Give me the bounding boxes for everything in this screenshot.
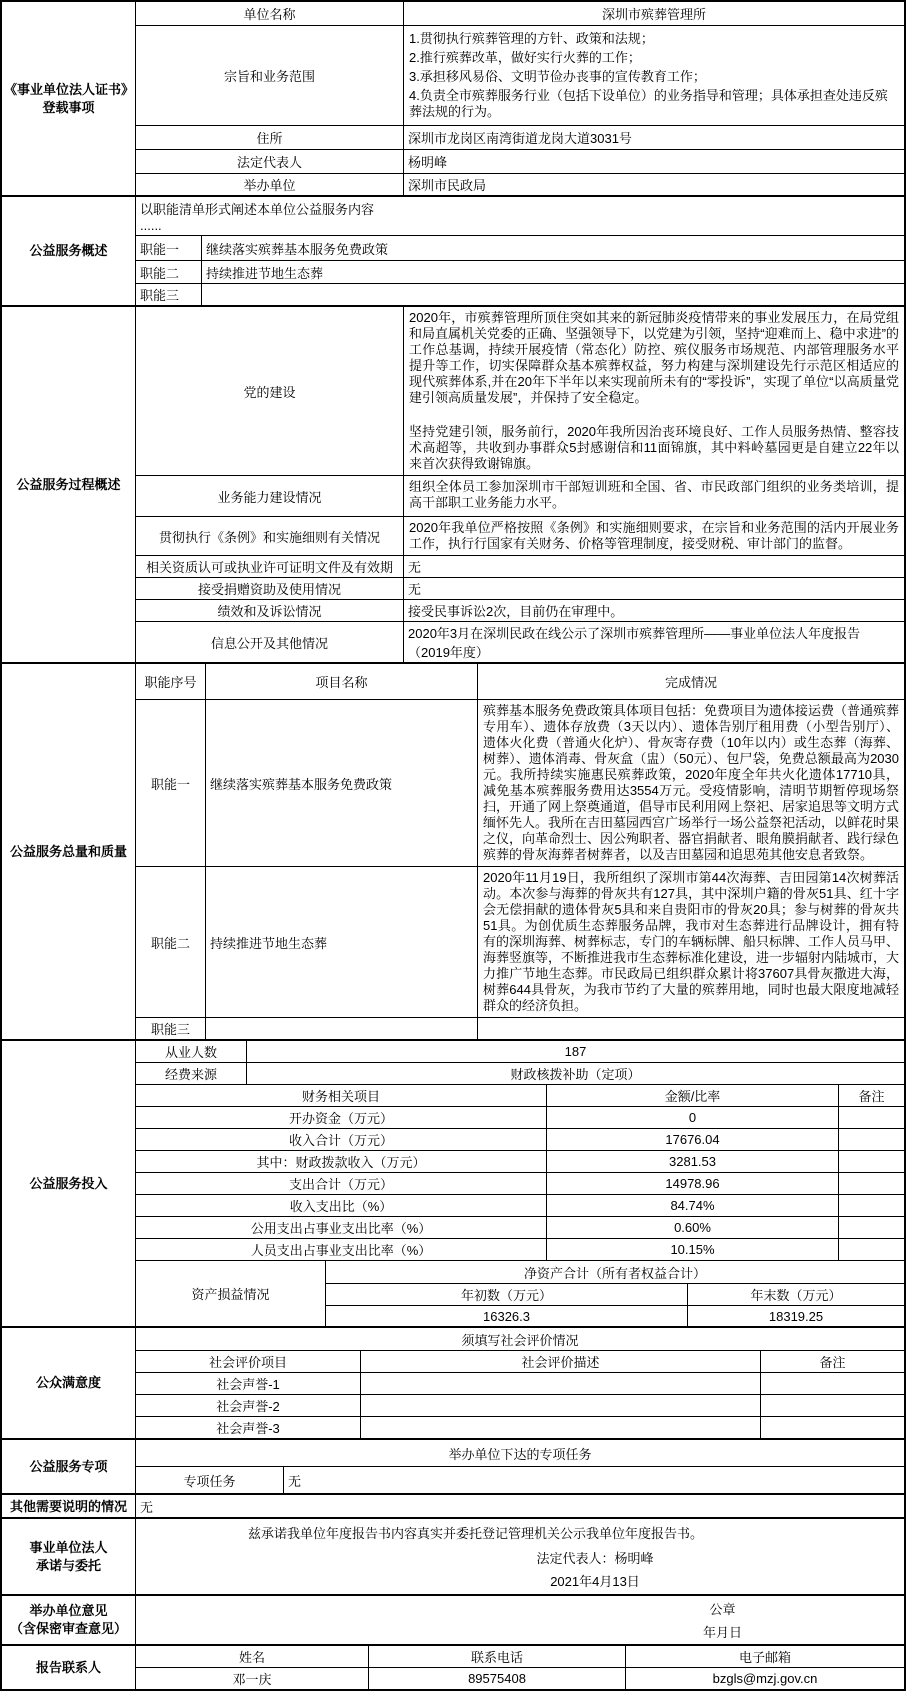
fin-row-income-note [838,1129,904,1150]
function-1-value: 继续落实殡葬基本服务免费政策 [201,236,904,260]
service-overview-ellipsis: ...... [140,218,162,233]
qq-row-3-status [477,1018,904,1039]
fin-row-appropriation-amount: 3281.53 [546,1151,838,1172]
fin-row-expense [136,1172,904,1194]
performance-row [136,599,904,621]
legal-rep-value: 杨明峰 [403,150,904,173]
organizer-label: 举办单位 [243,178,296,193]
qualification-label: 相关资质认可或执业许可证明文件及有效期 [145,560,393,575]
fin-header-amount: 金额/比率 [546,1085,838,1106]
regulation-row [136,516,904,555]
fin-row-expense-amount: 14978.96 [546,1173,838,1194]
section-public-satisfaction-body [135,1328,904,1438]
assets-label: 资产损益情况 [191,1287,270,1302]
legal-rep-row [136,149,904,173]
section-process-overview [2,305,904,662]
qq-row-1-name: 继续落实殡葬基本服务免费政策 [205,700,477,866]
qq-row-1-seq: 职能一 [150,776,190,792]
section-process-overview-label: 公益服务过程概述 [16,476,121,492]
organizer-date-line: 年月日 [702,1625,742,1640]
special-task-row [136,1466,904,1493]
fin-row-income-amount: 17676.04 [546,1129,838,1150]
fin-row-expense-note [838,1173,904,1194]
satisfaction-note: 须填写社会评价情况 [461,1332,579,1348]
section-quantity-quality-label: 公益服务总量和质量 [9,843,127,859]
function-row-3 [136,283,904,305]
qq-row-1 [136,699,904,866]
function-2-value: 持续推进节地生态葬 [201,261,904,283]
function-row-2 [136,260,904,283]
section-service-input-body [135,1041,904,1326]
funding-row [136,1062,904,1084]
qq-header-status: 完成情况 [477,664,904,699]
commitment-statement: 兹承诺我单位年度报告书内容真实并委托登记管理机关公示我单位年度报告书。 [248,1526,704,1541]
qq-row-3-name [205,1018,477,1039]
section-service-input-label: 公益服务投入 [29,1175,108,1191]
address-value: 深圳市龙岗区南湾街道龙岗大道3031号 [403,126,904,149]
donation-value: 无 [403,578,904,599]
qualification-row [136,555,904,577]
section-special-service-body [135,1440,904,1493]
fin-row-public-ratio [136,1216,904,1238]
section-certificate-body [135,2,904,195]
contact-header-name: 姓名 [238,1650,265,1665]
section-service-overview-label: 公益服务概述 [29,243,108,258]
organizer-row [136,173,904,195]
assets-row [136,1260,904,1326]
assets-net-label: 净资产合计（所有者权益合计） [523,1265,706,1281]
section-other-notes-body [135,1495,904,1517]
organizer-value: 深圳市民政局 [403,174,904,195]
satisfaction-note-row [136,1328,904,1350]
disclosure-row [136,621,904,662]
legal-rep-label: 法定代表人 [236,155,302,170]
scope-item-4: 4.负责全市殡葬服务行业（包括下设单位）的业务指导和管理；具体承担查处违反殡葬法规的行为。 [409,88,888,119]
contact-name: 邓一庆 [232,1672,272,1687]
contact-header-row [136,1646,904,1667]
commitment-legal-rep: 法定代表人：杨明峰 [536,1551,654,1566]
section-report-contact-label: 报告联系人 [35,1659,101,1675]
fin-row-appropriation-note [838,1151,904,1172]
fin-header-item: 财务相关项目 [301,1089,380,1104]
qq-row-3 [136,1017,904,1039]
regulation-label: 贯彻执行《条例》和实施细则有关情况 [158,529,380,545]
qq-row-2-status: 2020年11月19日，我所组织了深圳市第44次海葬、吉田园第14次树葬活动。本次参与海葬的骨灰共有127具，其中深圳户籍的骨灰51具、红十字会无偿捐献的遗体骨灰5具和来自贵阳市的骨灰20具；参与树葬的骨灰共51具。为创优质生态葬服务品牌，我市对生态葬进行品牌设计，拥有特有的深圳海葬、树葬标志，专门的车辆标牌、船只标牌、工作人员马甲、海葬竖旗等，不断推进我市生态葬标准化建设，进一步辐射内陆城市，大力推广节地生态葬。市民政局已组织群众累计将37607具骨灰撒进大海，树葬644具骨灰，为我市节约了大量的殡葬用地，同时也最大限度地减轻群众的经济负担。 [477,867,904,1017]
fin-row-capital-item: 开办资金（万元） [288,1111,393,1126]
section-certificate [2,2,904,195]
reputation-row-3 [136,1416,904,1438]
scope-item-3: 3.承担移风易俗、文明节俭办丧事的宣传教育工作； [409,69,706,84]
regulation-value: 2020年我单位严格按照《条例》和实施细则要求，在宗旨和业务范围的活内开展业务工作，执行行国家有关财务、价格等管理制度，接受财税、审计部门的监督。 [403,517,904,555]
special-task-label: 专项任务 [183,1473,236,1489]
service-overview-intro-row [136,197,904,235]
fin-row-personnel-ratio [136,1238,904,1260]
fin-row-expense-item: 支出合计（万元） [288,1177,393,1192]
reputation-row-2 [136,1394,904,1416]
capacity-label: 业务能力建设情况 [217,489,322,505]
section-certificate-label-line1: 《事业单位法人证书》 [4,81,135,97]
disclosure-value: 2020年3月在深圳民政在线公示了深圳市殡葬管理所——事业单位法人年度报告（2019年度） [403,622,904,662]
reputation-3-item: 社会声誉-3 [216,1421,280,1436]
section-process-overview-body [135,307,904,662]
section-organizer-opinion [2,1594,904,1644]
section-commitment-label-line1: 事业单位法人 [29,1539,108,1555]
disclosure-label: 信息公开及其他情况 [210,635,328,651]
fin-row-public-ratio-note [838,1217,904,1238]
fin-row-ratio [136,1194,904,1216]
contact-header-phone: 联系电话 [368,1646,625,1667]
fin-row-personnel-ratio-amount: 10.15% [546,1239,838,1260]
capacity-row [136,475,904,516]
fin-header-row [136,1084,904,1106]
reputation-2-desc [360,1395,760,1416]
section-organizer-opinion-label-line1: 举办单位意见 [29,1603,108,1618]
qq-row-3-seq: 职能三 [150,1022,190,1037]
reputation-3-desc [360,1417,760,1438]
funding-value: 财政核拨补助（定项） [246,1063,904,1084]
section-public-satisfaction [2,1326,904,1438]
reputation-row-1 [136,1372,904,1394]
qq-row-2-name: 持续推进节地生态葬 [205,867,477,1017]
other-notes-value: 无 [140,1499,154,1515]
contact-header-email: 电子邮箱 [625,1646,904,1667]
performance-label: 绩效和及诉讼情况 [217,604,322,619]
capacity-value: 组织全体员工参加深圳市干部短训班和全国、省、市民政部门组织的业务类培训，提高干部职工业务能力水平。 [403,476,904,516]
reputation-2-item: 社会声誉-2 [216,1399,280,1414]
section-quantity-quality [2,662,904,1039]
unit-name-row [136,2,904,25]
qq-header-seq: 职能序号 [144,675,197,690]
contact-value-row [136,1667,904,1689]
section-special-service [2,1438,904,1493]
unit-name-label: 单位名称 [243,7,296,22]
party-building-para1: 2020年，市殡葬管理所顶住突如其来的新冠肺炎疫情带来的事业发展压力，在局党组和局直属机关党委的正确、坚强领导下，以党建为引领，坚持“迎难而上、稳中求进”的工作总基调，持续开展疫情（常态化）防控、殡仪服务市场规范、内部管理服务水平提升等工作，切实保障群众基本殡葬权益，努力构建与深圳建设先行示范区相适应的现代殡葬体系,并在20年下半年以来实现前所未有的“零投诉”，实现了单位“以高质量党建引领高质量发展”，并保持了安全稳定。 [409,310,899,405]
fin-row-ratio-amount: 84.74% [546,1195,838,1216]
commitment-date: 2021年4月13日 [550,1574,640,1589]
section-organizer-opinion-body [135,1596,904,1644]
section-commitment-label [2,1519,135,1594]
section-commitment-label-line2: 承诺与委托 [35,1557,101,1573]
fin-row-capital-note [838,1107,904,1128]
special-note-row [136,1440,904,1466]
fin-row-capital-amount: 0 [546,1107,838,1128]
section-report-contact [2,1644,904,1689]
funding-label: 经费来源 [164,1067,217,1082]
scope-items [403,26,904,125]
qq-row-2-seq: 职能二 [150,935,190,951]
section-organizer-opinion-label [2,1596,135,1644]
organizer-seal: 公章 [709,1602,736,1617]
qq-row-2 [136,866,904,1017]
assets-detail [325,1261,904,1326]
address-row [136,125,904,149]
satisfaction-header-row [136,1350,904,1372]
satisfaction-header-desc: 社会评价描述 [360,1351,760,1372]
special-task-value: 无 [283,1467,904,1493]
assets-end-value: 18319.25 [687,1306,904,1326]
special-note: 举办单位下达的专项任务 [448,1446,592,1462]
reputation-1-note [760,1373,904,1394]
satisfaction-header-item: 社会评价项目 [208,1355,287,1370]
staff-value: 187 [246,1041,904,1062]
reputation-1-item: 社会声誉-1 [216,1377,280,1392]
section-public-satisfaction-label: 公众满意度 [35,1375,101,1390]
section-certificate-label [2,2,135,195]
function-3-label: 职能三 [140,288,180,303]
assets-end-label: 年末数（万元） [687,1284,904,1305]
function-1-label: 职能一 [140,241,180,257]
scope-row [136,25,904,125]
scope-item-2: 2.推行殡葬改革，做好实行火葬的工作； [409,50,641,65]
reputation-1-desc [360,1373,760,1394]
service-overview-intro: 以职能清单形式阐述本单位公益服务内容 [140,202,375,217]
party-building-para2: 坚持党建引领，服务前行，2020年我所因治丧环境良好、工作人员服务热情、整容技术高超等，共收到办事群众5封感谢信和11面锦旗，其中料岭墓园更是自建立22年以来首次获得致谢锦旗。 [409,424,899,471]
fin-row-public-ratio-item: 公用支出占事业支出比率（%） [250,1221,432,1236]
section-organizer-opinion-label-line2: （含保密审查意见） [9,1621,127,1636]
unit-name-value: 深圳市殡葬管理所 [403,2,904,25]
function-3-value [201,284,904,305]
contact-phone: 89575408 [368,1668,625,1689]
section-service-overview [2,195,904,305]
scope-label: 宗旨和业务范围 [223,69,315,84]
fin-row-income-item: 收入合计（万元） [288,1133,393,1148]
fin-row-appropriation-item: 其中：财政拨款收入（万元） [256,1155,426,1170]
fin-row-ratio-note [838,1195,904,1216]
donation-row [136,577,904,599]
section-report-contact-body [135,1646,904,1689]
fin-header-note: 备注 [838,1085,904,1106]
address-label: 住所 [256,131,283,146]
section-other-notes [2,1493,904,1517]
section-service-input [2,1039,904,1326]
function-row-1 [136,235,904,260]
section-other-notes-label: 其他需要说明的情况 [9,1498,127,1514]
section-certificate-label-line2: 登载事项 [42,99,95,115]
donation-label: 接受捐赠资助及使用情况 [197,582,341,597]
staff-row [136,1041,904,1062]
fin-row-income [136,1128,904,1150]
qualification-value: 无 [403,556,904,577]
satisfaction-header-note: 备注 [760,1351,904,1372]
fin-row-capital [136,1106,904,1128]
contact-email: bzgls@mzj.gov.cn [625,1668,904,1689]
section-commitment [2,1517,904,1594]
qq-header-name: 项目名称 [205,664,477,699]
fin-row-ratio-item: 收入支出比（%） [289,1199,393,1214]
section-special-service-label: 公益服务专项 [29,1458,108,1474]
assets-begin-value: 16326.3 [483,1308,530,1324]
fin-row-personnel-ratio-note [838,1239,904,1260]
fin-row-appropriation [136,1150,904,1172]
reputation-3-note [760,1417,904,1438]
reputation-2-note [760,1395,904,1416]
qq-row-1-status: 殡葬基本服务免费政策具体项目包括：免费项目为遗体接运费（普通殡葬专用车）、遗体存放费（3天以内）、遗体告别厅租用费（小型告别厅）、遗体火化费（普通火化炉）、骨灰寄存费（10年以内）或生态葬（海葬、树葬）、遗体消毒、骨灰盒（盅）（50元）、包尸袋，免费总额最高为2030元。我所持续实施惠民殡葬政策，2020年度全年共火化遗体17710具，减免基本殡葬服务费用达3554万元。受疫情影响，清明节期暂停现场祭扫，开通了网上祭奠通道，倡导市民利用网上祭祀、居家追思等文明方式缅怀先人。我所在吉田墓园西宫广场举行一场公益祭祀活动，以鲜花时果之仪，向革命烈士、因公殉职者、器官捐献者、眼角膜捐献者、践行绿色殡葬的骨灰海葬者树葬者，以及吉田墓园和追思苑其他安息者致祭。 [477,700,904,866]
assets-begin-label: 年初数（万元） [460,1288,552,1303]
fin-row-personnel-ratio-item: 人员支出占事业支出比率（%） [250,1243,432,1258]
section-service-overview-body [135,197,904,305]
party-building-row [136,307,904,475]
qq-header-row [136,664,904,699]
section-commitment-body [135,1519,904,1594]
function-2-label: 职能二 [140,265,180,281]
fin-row-public-ratio-amount: 0.60% [546,1217,838,1238]
staff-label: 从业人数 [164,1045,217,1060]
scope-item-1: 1.贯彻执行殡葬管理的方针、政策和法规； [409,31,654,46]
party-building-label: 党的建设 [243,384,296,400]
performance-value: 接受民事诉讼2次，目前仍在审理中。 [403,600,904,621]
section-quantity-quality-body [135,664,904,1039]
